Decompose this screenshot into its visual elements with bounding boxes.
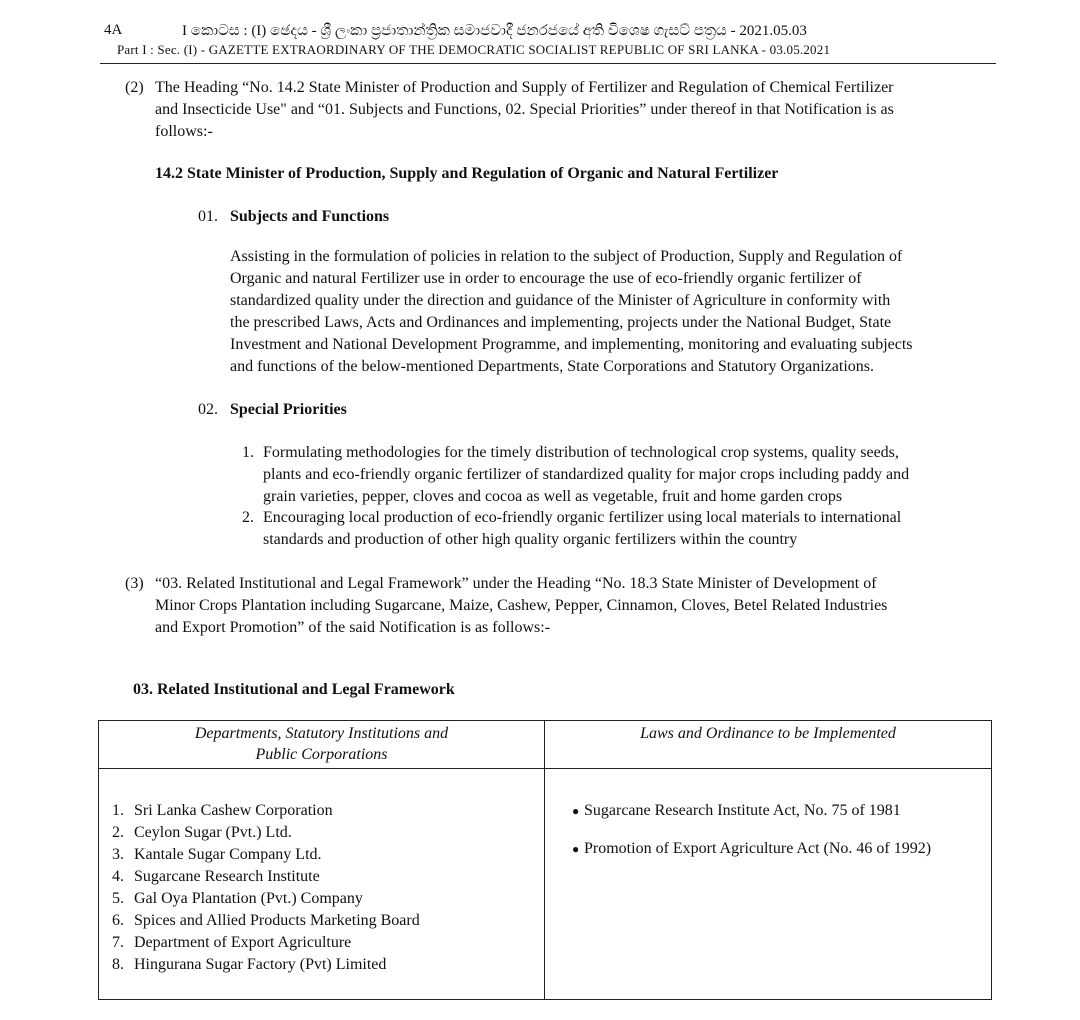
list-item [112,844,544,866]
institutions-list [99,769,544,976]
list-item [112,800,544,822]
section01-line: standardized quality under the direction and guidance of the Minister of Agriculture in conformity with [230,292,891,309]
item-number: 1. [112,802,124,819]
para2-text [155,77,894,143]
institutions-cell [99,769,545,1000]
section01-title: Subjects and Functions [230,208,390,225]
law-item [572,800,991,822]
list-item [112,866,544,888]
table-header-row [99,721,992,769]
section01-line: Assisting in the formulation of policies in relation to the subject of Production, Supply and Regulation of [230,248,903,265]
law-item [572,838,991,860]
item-name: Sri Lanka Cashew Corporation [134,802,333,819]
priority-line: standards and production of other high quality organic fertilizers within the country [263,531,798,548]
para3-line: “03. Related Institutional and Legal Framework” under the Heading “No. 18.3 State Minister of Development of [155,575,877,592]
section01-number: 01. [198,208,218,225]
item-number: 4. [112,868,124,885]
heading-14-2: 14.2 State Minister of Production, Supply and Regulation of Organic and Natural Fertilizer [155,165,779,182]
priority-line: Encouraging local production of eco-friendly organic fertilizer using local materials to international [263,509,902,526]
item-number: 6. [112,912,124,929]
section01-line: and functions of the below-mentioned Departments, State Corporations and Statutory Organizations. [230,358,875,375]
section02-number: 02. [198,401,218,418]
para2-line: follows:- [155,123,213,140]
list-item [112,932,544,954]
item-name: Department of Export Agriculture [134,934,352,951]
item-name: Sugarcane Research Institute [134,868,320,885]
item-number: 2. [112,824,124,841]
para2-line: and Insecticide Use" and “01. Subjects and Functions, 02. Special Priorities” under thereof in that Notification is as [155,101,894,118]
item-number: 5. [112,890,124,907]
para3-line: and Export Promotion” of the said Notification is as follows:- [155,619,551,636]
priority-2-text [263,507,901,551]
priority-line: plants and eco-friendly organic fertilizer of standardized quality for major crops including paddy and [263,466,910,483]
framework-table [98,720,992,1000]
section01-body [230,246,913,378]
page-number: 4A [104,22,123,38]
section02-title: Special Priorities [230,401,347,418]
header-rule [100,63,996,64]
bullet-icon: ● [572,804,580,818]
list-item [112,822,544,844]
para2-line: The Heading “No. 14.2 State Minister of Production and Supply of Fertilizer and Regulation of Chemical Fertilizer [155,79,894,96]
laws-cell [545,769,992,1000]
section01-line: Investment and National Development Programme, and implementing, monitoring and evaluating subjects [230,336,913,353]
col2-header-line: Laws and Ordinance to be Implemented [640,725,896,742]
item-name: Gal Oya Plantation (Pvt.) Company [134,890,363,907]
item-number: 3. [112,846,124,863]
para2-number: (2) [125,79,144,96]
priority-1-text [263,442,909,508]
law-name: Promotion of Export Agriculture Act (No. 46 of 1992) [584,840,932,857]
para3-line: Minor Crops Plantation including Sugarcane, Maize, Cashew, Pepper, Cinnamon, Cloves, Betel Related Industries [155,597,888,614]
col1-header [99,721,545,769]
item-name: Hingurana Sugar Factory (Pvt) Limited [134,956,387,973]
section01-line: Organic and natural Fertilizer use in order to encourage the use of eco-friendly organic fertilizer of [230,270,862,287]
col2-header [545,721,992,769]
col1-header-line: Public Corporations [255,746,388,763]
item-name: Spices and Allied Products Marketing Board [134,912,420,929]
list-item [112,910,544,932]
law-name: Sugarcane Research Institute Act, No. 75 of 1981 [584,802,901,819]
priority-1-number: 1. [242,444,254,461]
item-number: 7. [112,934,124,951]
heading-03: 03. Related Institutional and Legal Framework [133,681,455,698]
priority-line: grain varieties, pepper, cloves and cocoa as well as vegetable, fruit and home garden crops [263,488,843,505]
para3-number: (3) [125,575,144,592]
item-name: Ceylon Sugar (Pvt.) Ltd. [134,824,292,841]
header-sinhala-title: I කොටස : (I) ඡෙදය - ශ්‍රී ලංකා ප්‍රජාතාන්ත්‍රික සමාජවාදී ජනරජයේ අති විශෙෂ ගැසට් පත්‍රය - 2021.05.03 [182,23,807,39]
list-item [112,954,544,976]
item-number: 8. [112,956,124,973]
para3-text [155,573,887,639]
table-body-row [99,769,992,1000]
priority-line: Formulating methodologies for the timely distribution of technological crop systems, quality seeds, [263,444,899,461]
section01-line: the prescribed Laws, Acts and Ordinances and implementing, projects under the National Budget, State [230,314,892,331]
col1-header-line: Departments, Statutory Institutions and [194,725,449,742]
laws-list [545,769,991,860]
priority-2-number: 2. [242,509,254,526]
header-english-title: Part I : Sec. (I) - GAZETTE EXTRAORDINARY OF THE DEMOCRATIC SOCIALIST REPUBLIC OF SRI LANKA - 03.05.2021 [117,42,831,57]
item-name: Kantale Sugar Company Ltd. [134,846,322,863]
bullet-icon: ● [572,842,580,856]
list-item [112,888,544,910]
